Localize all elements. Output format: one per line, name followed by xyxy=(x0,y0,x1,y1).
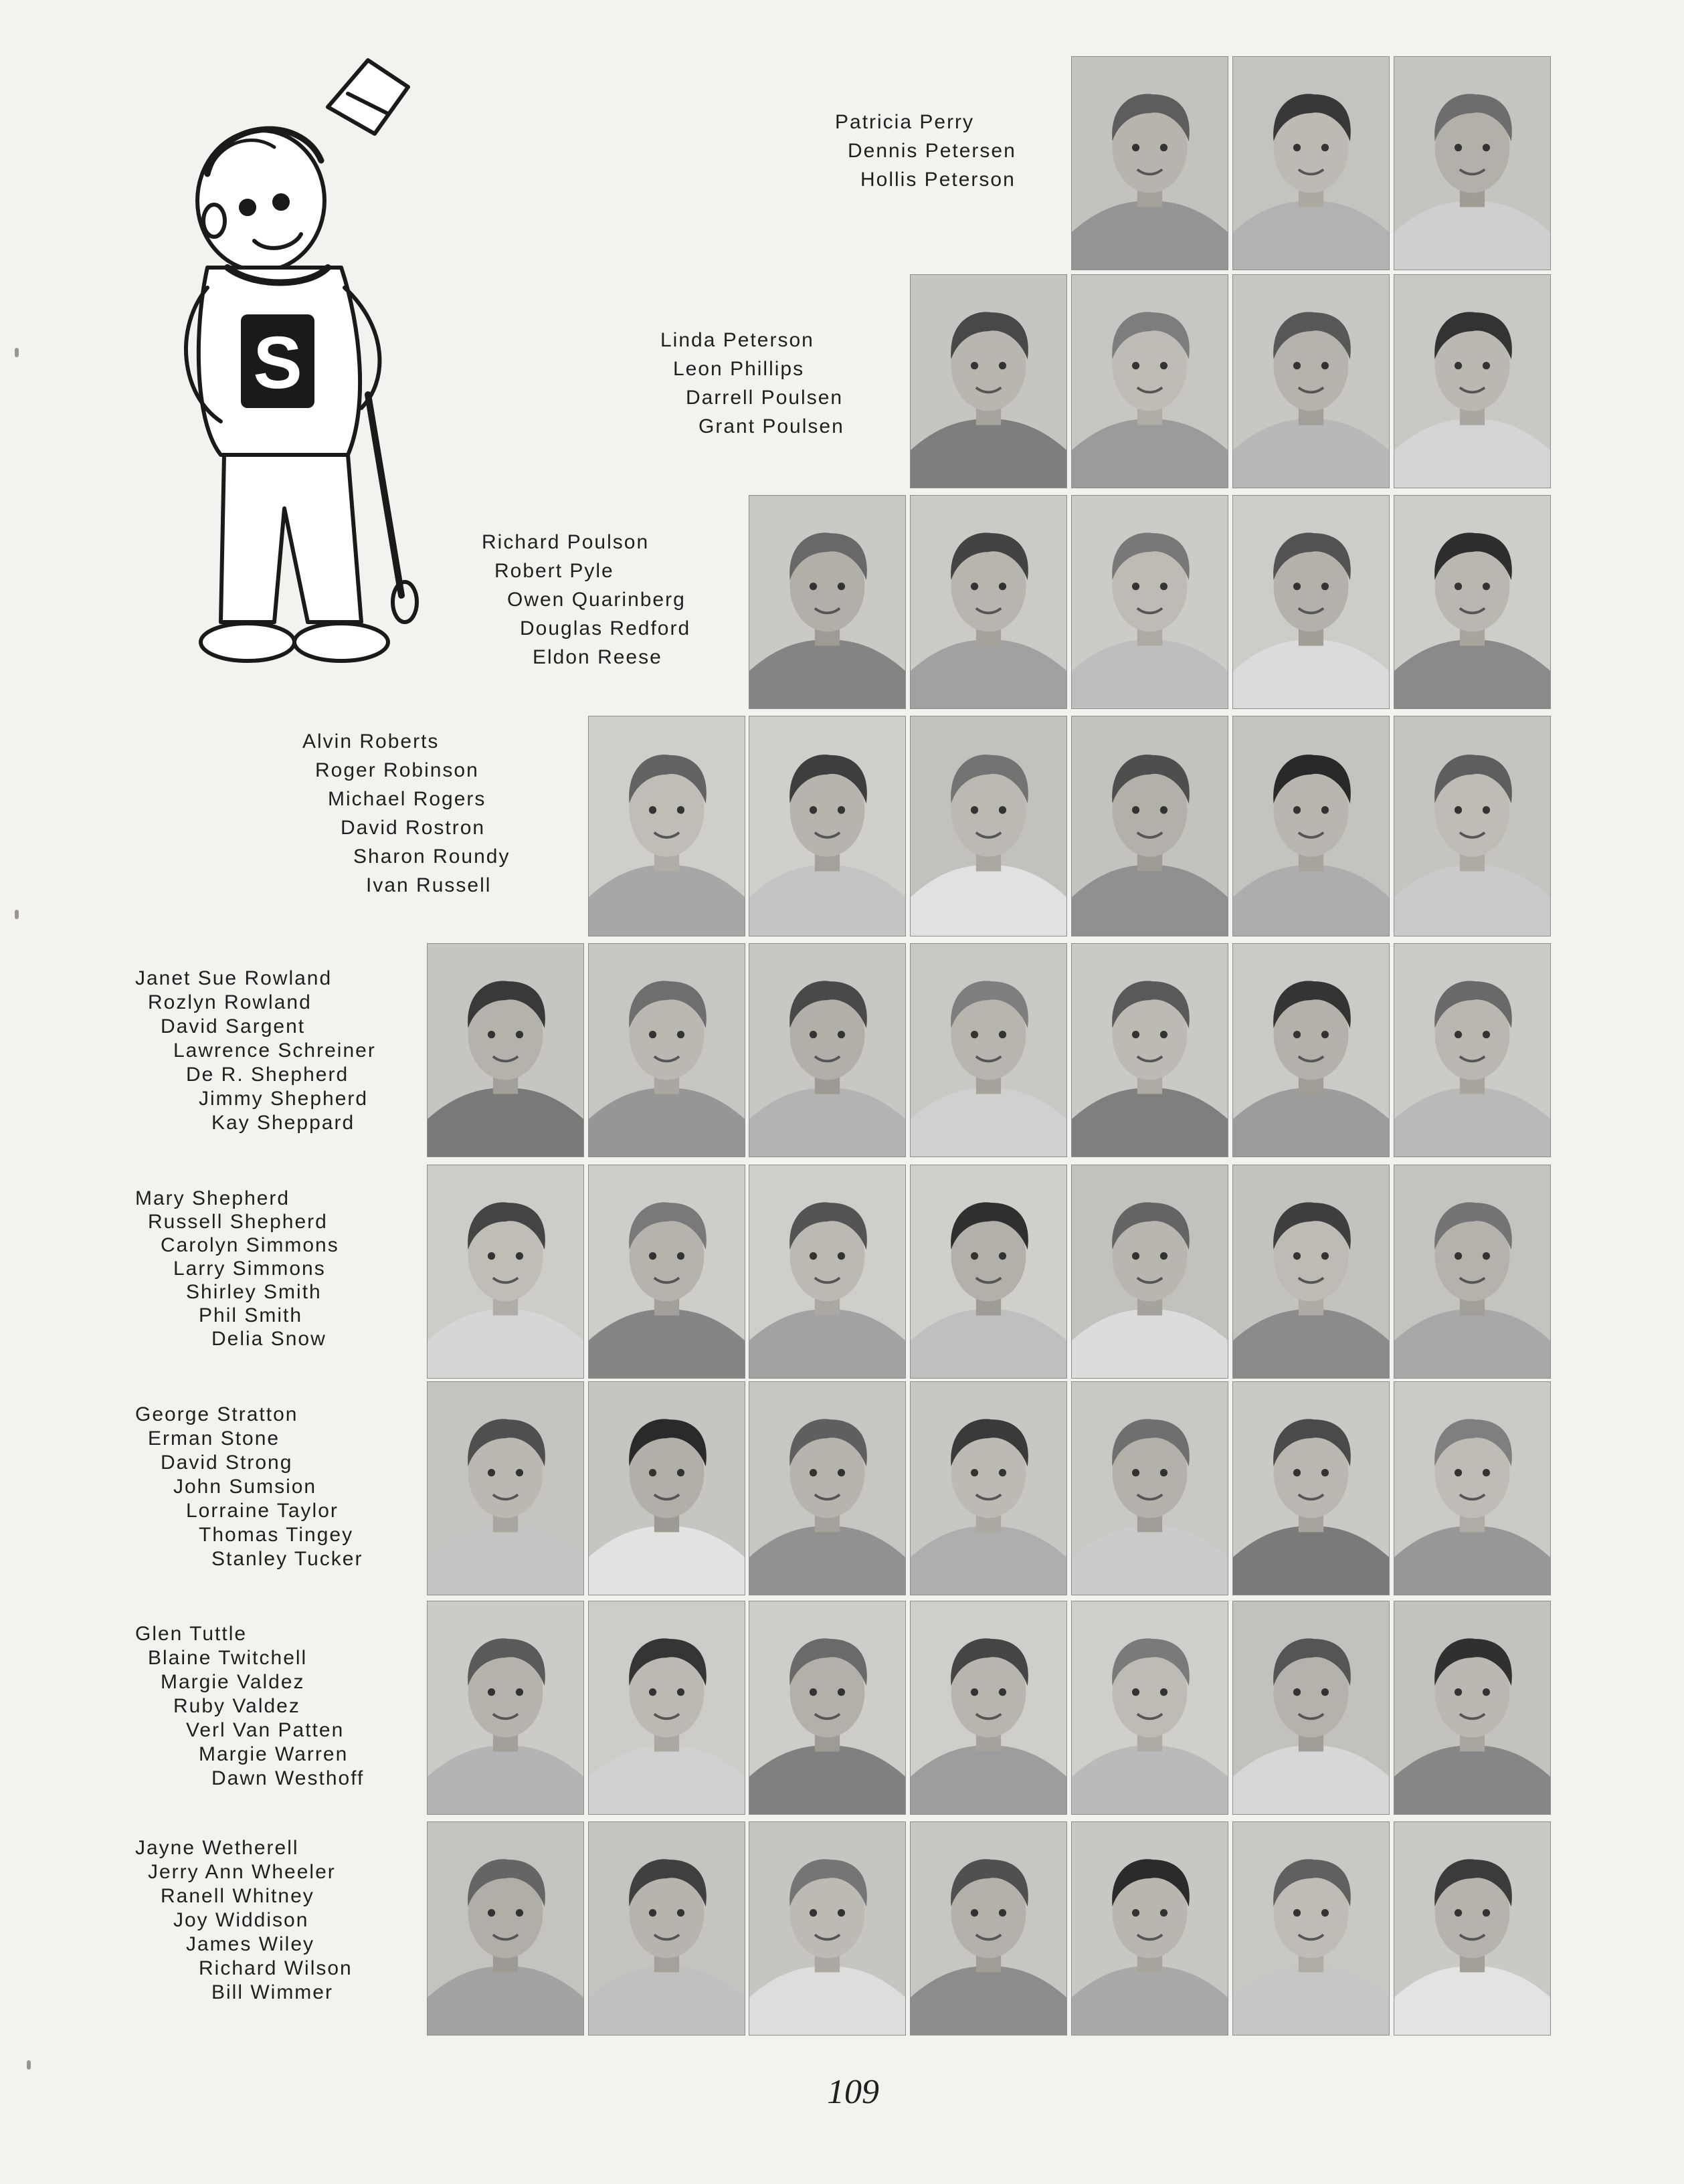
student-name: David Rostron xyxy=(341,817,486,839)
student-name: Linda Peterson xyxy=(660,329,814,351)
student-photo xyxy=(1071,1821,1228,2036)
student-photo xyxy=(427,1381,584,1595)
student-photo xyxy=(1232,1381,1390,1595)
student-photo xyxy=(427,1165,584,1379)
student-name: Eldon Reese xyxy=(533,646,662,668)
student-photo xyxy=(1394,274,1551,488)
student-name: Alvin Roberts xyxy=(302,730,440,753)
student-photo xyxy=(1071,1601,1228,1815)
student-photo xyxy=(1071,716,1228,936)
student-name: Dawn Westhoff xyxy=(211,1767,365,1789)
student-photo xyxy=(910,1821,1067,2036)
page-edge-mark xyxy=(15,910,19,919)
student-photo xyxy=(910,943,1067,1157)
student-photo xyxy=(1394,716,1551,936)
student-name: John Sumsion xyxy=(173,1476,317,1498)
student-photo xyxy=(588,1381,745,1595)
student-name: Patricia Perry xyxy=(835,111,975,133)
student-photo xyxy=(588,1601,745,1815)
student-photo xyxy=(1394,1165,1551,1379)
student-photo xyxy=(749,1601,906,1815)
student-photo xyxy=(1232,274,1390,488)
student-photo xyxy=(1394,56,1551,270)
student-name: Grant Poulsen xyxy=(698,415,844,437)
student-photo xyxy=(1394,495,1551,709)
student-name: Jayne Wetherell xyxy=(135,1837,299,1859)
student-name: Thomas Tingey xyxy=(199,1524,354,1546)
student-name: Jerry Ann Wheeler xyxy=(148,1861,336,1883)
student-name: Dennis Petersen xyxy=(848,140,1016,162)
student-photo xyxy=(749,495,906,709)
student-name: Douglas Redford xyxy=(520,617,691,639)
student-name: Delia Snow xyxy=(211,1328,326,1350)
student-name: Carolyn Simmons xyxy=(161,1234,339,1256)
student-photo xyxy=(1394,1821,1551,2036)
page-number: 109 xyxy=(827,2073,879,2111)
student-photo xyxy=(1232,1821,1390,2036)
student-name: Ranell Whitney xyxy=(161,1885,314,1907)
student-photo xyxy=(749,943,906,1157)
student-name: Larry Simmons xyxy=(173,1258,326,1280)
student-name: Ruby Valdez xyxy=(173,1695,300,1717)
student-photo xyxy=(1071,1165,1228,1379)
student-name: Phil Smith xyxy=(199,1304,303,1326)
student-photo xyxy=(749,1381,906,1595)
student-photo xyxy=(588,716,745,936)
student-name: Glen Tuttle xyxy=(135,1623,248,1645)
student-photo xyxy=(910,495,1067,709)
student-name: Margie Warren xyxy=(199,1743,349,1765)
student-name: Joy Widdison xyxy=(173,1909,309,1931)
student-photo xyxy=(1232,495,1390,709)
student-name: Hollis Peterson xyxy=(860,169,1016,191)
student-photo xyxy=(427,943,584,1157)
student-name: Richard Poulson xyxy=(482,531,650,553)
student-name: Stanley Tucker xyxy=(211,1548,363,1570)
student-name: Janet Sue Rowland xyxy=(135,967,333,989)
student-photo xyxy=(910,716,1067,936)
student-photo xyxy=(1394,1601,1551,1815)
student-photo xyxy=(1232,56,1390,270)
student-photo xyxy=(910,274,1067,488)
student-photo xyxy=(1071,495,1228,709)
student-name: Margie Valdez xyxy=(161,1671,305,1693)
mascot-jersey-letter: S xyxy=(253,322,302,404)
student-photo xyxy=(749,1821,906,2036)
student-name: Kay Sheppard xyxy=(211,1112,355,1134)
student-name: Richard Wilson xyxy=(199,1957,353,1979)
student-photo xyxy=(1394,943,1551,1157)
student-photo xyxy=(1394,1381,1551,1595)
student-photo xyxy=(1232,716,1390,936)
student-photo xyxy=(588,1821,745,2036)
student-photo xyxy=(1232,943,1390,1157)
student-name: Rozlyn Rowland xyxy=(148,991,312,1013)
student-name: Ivan Russell xyxy=(366,874,492,896)
student-name: Michael Rogers xyxy=(328,788,486,810)
student-name: George Stratton xyxy=(135,1403,298,1425)
student-photo xyxy=(1071,274,1228,488)
page-edge-mark xyxy=(27,2060,31,2070)
page-edge-mark xyxy=(15,348,19,357)
student-name: Robert Pyle xyxy=(494,560,614,582)
student-photo xyxy=(749,716,906,936)
student-photo xyxy=(1071,943,1228,1157)
student-name: Blaine Twitchell xyxy=(148,1647,308,1669)
student-name: Darrell Poulsen xyxy=(686,387,844,409)
student-name: Mary Shepherd xyxy=(135,1187,290,1209)
student-name: De R. Shepherd xyxy=(186,1064,349,1086)
student-name: Verl Van Patten xyxy=(186,1719,345,1741)
student-photo xyxy=(910,1381,1067,1595)
student-photo xyxy=(588,943,745,1157)
mascot-illustration xyxy=(147,47,442,689)
student-name: Jimmy Shepherd xyxy=(199,1088,369,1110)
student-name: Shirley Smith xyxy=(186,1281,322,1303)
student-photo xyxy=(1071,56,1228,270)
student-photo xyxy=(910,1165,1067,1379)
student-photo xyxy=(1232,1601,1390,1815)
student-name: Erman Stone xyxy=(148,1427,280,1450)
student-name: David Sargent xyxy=(161,1015,306,1037)
student-name: Roger Robinson xyxy=(315,759,479,781)
student-name: Sharon Roundy xyxy=(353,846,510,868)
student-name: Lorraine Taylor xyxy=(186,1500,339,1522)
student-name: Bill Wimmer xyxy=(211,1981,333,2003)
student-name: Owen Quarinberg xyxy=(507,589,686,611)
student-name: Leon Phillips xyxy=(673,358,805,380)
student-name: James Wiley xyxy=(186,1933,315,1955)
student-photo xyxy=(588,1165,745,1379)
student-photo xyxy=(1071,1381,1228,1595)
student-photo xyxy=(427,1601,584,1815)
student-photo xyxy=(749,1165,906,1379)
student-name: Lawrence Schreiner xyxy=(173,1039,376,1062)
student-name: Russell Shepherd xyxy=(148,1211,328,1233)
student-name: David Strong xyxy=(161,1452,293,1474)
student-photo xyxy=(910,1601,1067,1815)
student-photo xyxy=(1232,1165,1390,1379)
student-photo xyxy=(427,1821,584,2036)
